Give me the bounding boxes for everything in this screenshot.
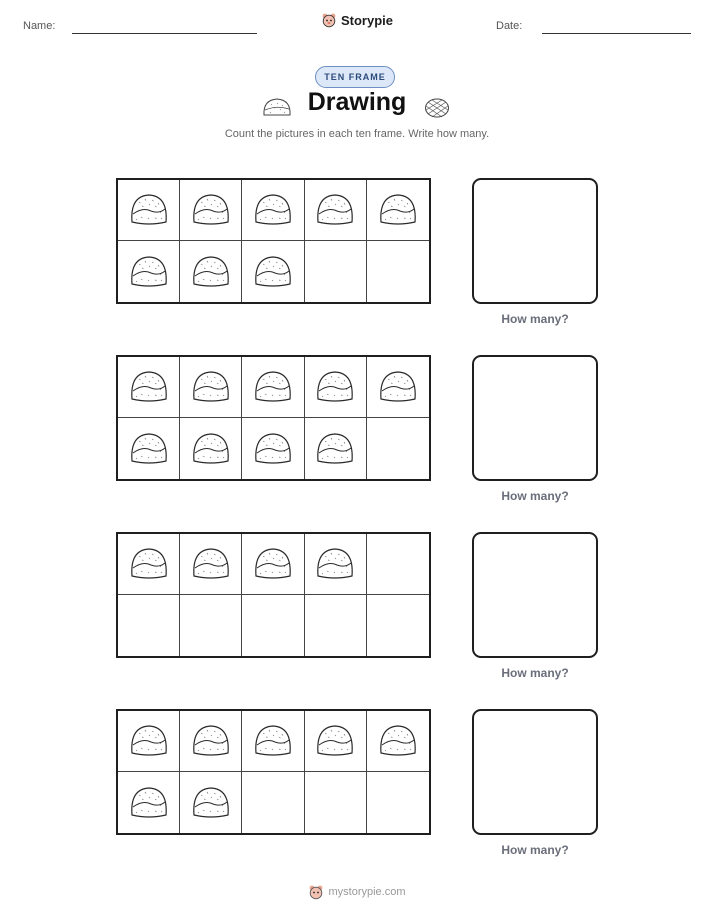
how-many-label-2: How many?: [501, 489, 569, 503]
bun-drawing-icon: [129, 253, 169, 291]
how-many-label-4: How many?: [501, 843, 569, 857]
ten-frame-cell: [118, 241, 180, 302]
bun-drawing-icon: [253, 545, 293, 583]
bun-drawing-icon: [191, 545, 231, 583]
answer-box-1[interactable]: [472, 178, 598, 304]
ten-frame-cell: [118, 534, 180, 595]
ten-frame-cell: [242, 241, 304, 302]
bun-drawing-icon: [129, 430, 169, 468]
bun-drawing-icon: [253, 253, 293, 291]
ten-frame-cell: [118, 711, 180, 772]
name-label: Name:: [23, 20, 56, 32]
brand-name: Storypie: [340, 12, 393, 28]
bun-drawing-icon: [191, 191, 231, 229]
ten-frame-cell: [367, 418, 429, 479]
bun-drawing-icon: [191, 430, 231, 468]
ten-frame-cell: [180, 180, 242, 241]
bun-drawing-icon: [191, 368, 231, 406]
ten-frame-badge: TEN FRAME: [315, 66, 395, 88]
instructions: Count the pictures in each ten frame. Write how many.: [224, 128, 490, 140]
ten-frame-cell: [242, 595, 304, 656]
footer: [0, 884, 714, 900]
bun-drawing-icon: [378, 722, 418, 760]
bun-drawing-icon: [191, 253, 231, 291]
ten-frame-2: [116, 355, 431, 481]
bun-drawing-icon: [253, 368, 293, 406]
answer-box-4[interactable]: [472, 709, 598, 835]
ten-frame-cell: [118, 180, 180, 241]
ten-frame-cell: [118, 357, 180, 418]
ten-frame-3: [116, 532, 431, 658]
answer-box-2[interactable]: [472, 355, 598, 481]
ten-frame-cell: [180, 241, 242, 302]
date-label: Date:: [496, 20, 523, 32]
ten-frame-cell: [305, 711, 367, 772]
ten-frame-cell: [305, 241, 367, 302]
ten-frame-cell: [180, 534, 242, 595]
ten-frame-cell: [305, 772, 367, 833]
ten-frame-cell: [305, 595, 367, 656]
storypie-logo-icon: [308, 884, 324, 900]
ten-frame-cell: [118, 772, 180, 833]
ten-frame-cell: [367, 357, 429, 418]
bun-drawing-icon: [253, 430, 293, 468]
page-title: Drawing: [307, 88, 407, 116]
ten-frame-cell: [180, 711, 242, 772]
bun-drawing-icon: [191, 784, 231, 822]
how-many-label-1: How many?: [501, 312, 569, 326]
bun-drawing-icon: [129, 722, 169, 760]
ten-frame-cell: [367, 711, 429, 772]
ten-frame-cell: [180, 418, 242, 479]
ten-frame-cell: [305, 180, 367, 241]
brand-header: [0, 12, 714, 28]
ten-frame-cell: [305, 357, 367, 418]
bun-drawing-icon: [129, 545, 169, 583]
ten-frame-cell: [367, 534, 429, 595]
bun-drawing-icon: [253, 722, 293, 760]
ten-frame-cell: [180, 772, 242, 833]
ten-frame-cell: [242, 418, 304, 479]
bun-drawing-icon: [315, 430, 355, 468]
ten-frame-cell: [367, 772, 429, 833]
ten-frame-cell: [305, 534, 367, 595]
ten-frame-cell: [242, 711, 304, 772]
ten-frame-cell: [305, 418, 367, 479]
bun-drawing-icon: [315, 722, 355, 760]
ten-frame-cell: [367, 180, 429, 241]
ten-frame-cell: [367, 595, 429, 656]
bun-drawing-icon: [315, 191, 355, 229]
ten-frame-cell: [242, 357, 304, 418]
ten-frame-cell: [118, 595, 180, 656]
bun-drawing-icon: [378, 368, 418, 406]
how-many-label-3: How many?: [501, 666, 569, 680]
ten-frame-1: [116, 178, 431, 304]
footer-site: mystorypie.com: [328, 886, 406, 898]
bun-drawing-icon: [129, 191, 169, 229]
ten-frame-cell: [118, 418, 180, 479]
bun-drawing-icon: [129, 368, 169, 406]
ten-frame-cell: [367, 241, 429, 302]
ten-frame-cell: [242, 534, 304, 595]
ten-frame-4: [116, 709, 431, 835]
ten-frame-cell: [242, 772, 304, 833]
bun-drawing-icon: [315, 368, 355, 406]
answer-box-3[interactable]: [472, 532, 598, 658]
bun-drawing-icon: [129, 784, 169, 822]
bun-drawing-icon: [378, 191, 418, 229]
ten-frame-cell: [180, 595, 242, 656]
name-line[interactable]: [72, 33, 257, 34]
date-line[interactable]: [542, 33, 691, 34]
ten-frame-cell: [180, 357, 242, 418]
storypie-logo-icon: [321, 12, 337, 28]
bun-drawing-icon: [253, 191, 293, 229]
ten-frame-cell: [242, 180, 304, 241]
bun-drawing-icon: [191, 722, 231, 760]
bun-drawing-icon: [315, 545, 355, 583]
waffle-drawing-icon: [424, 97, 450, 124]
